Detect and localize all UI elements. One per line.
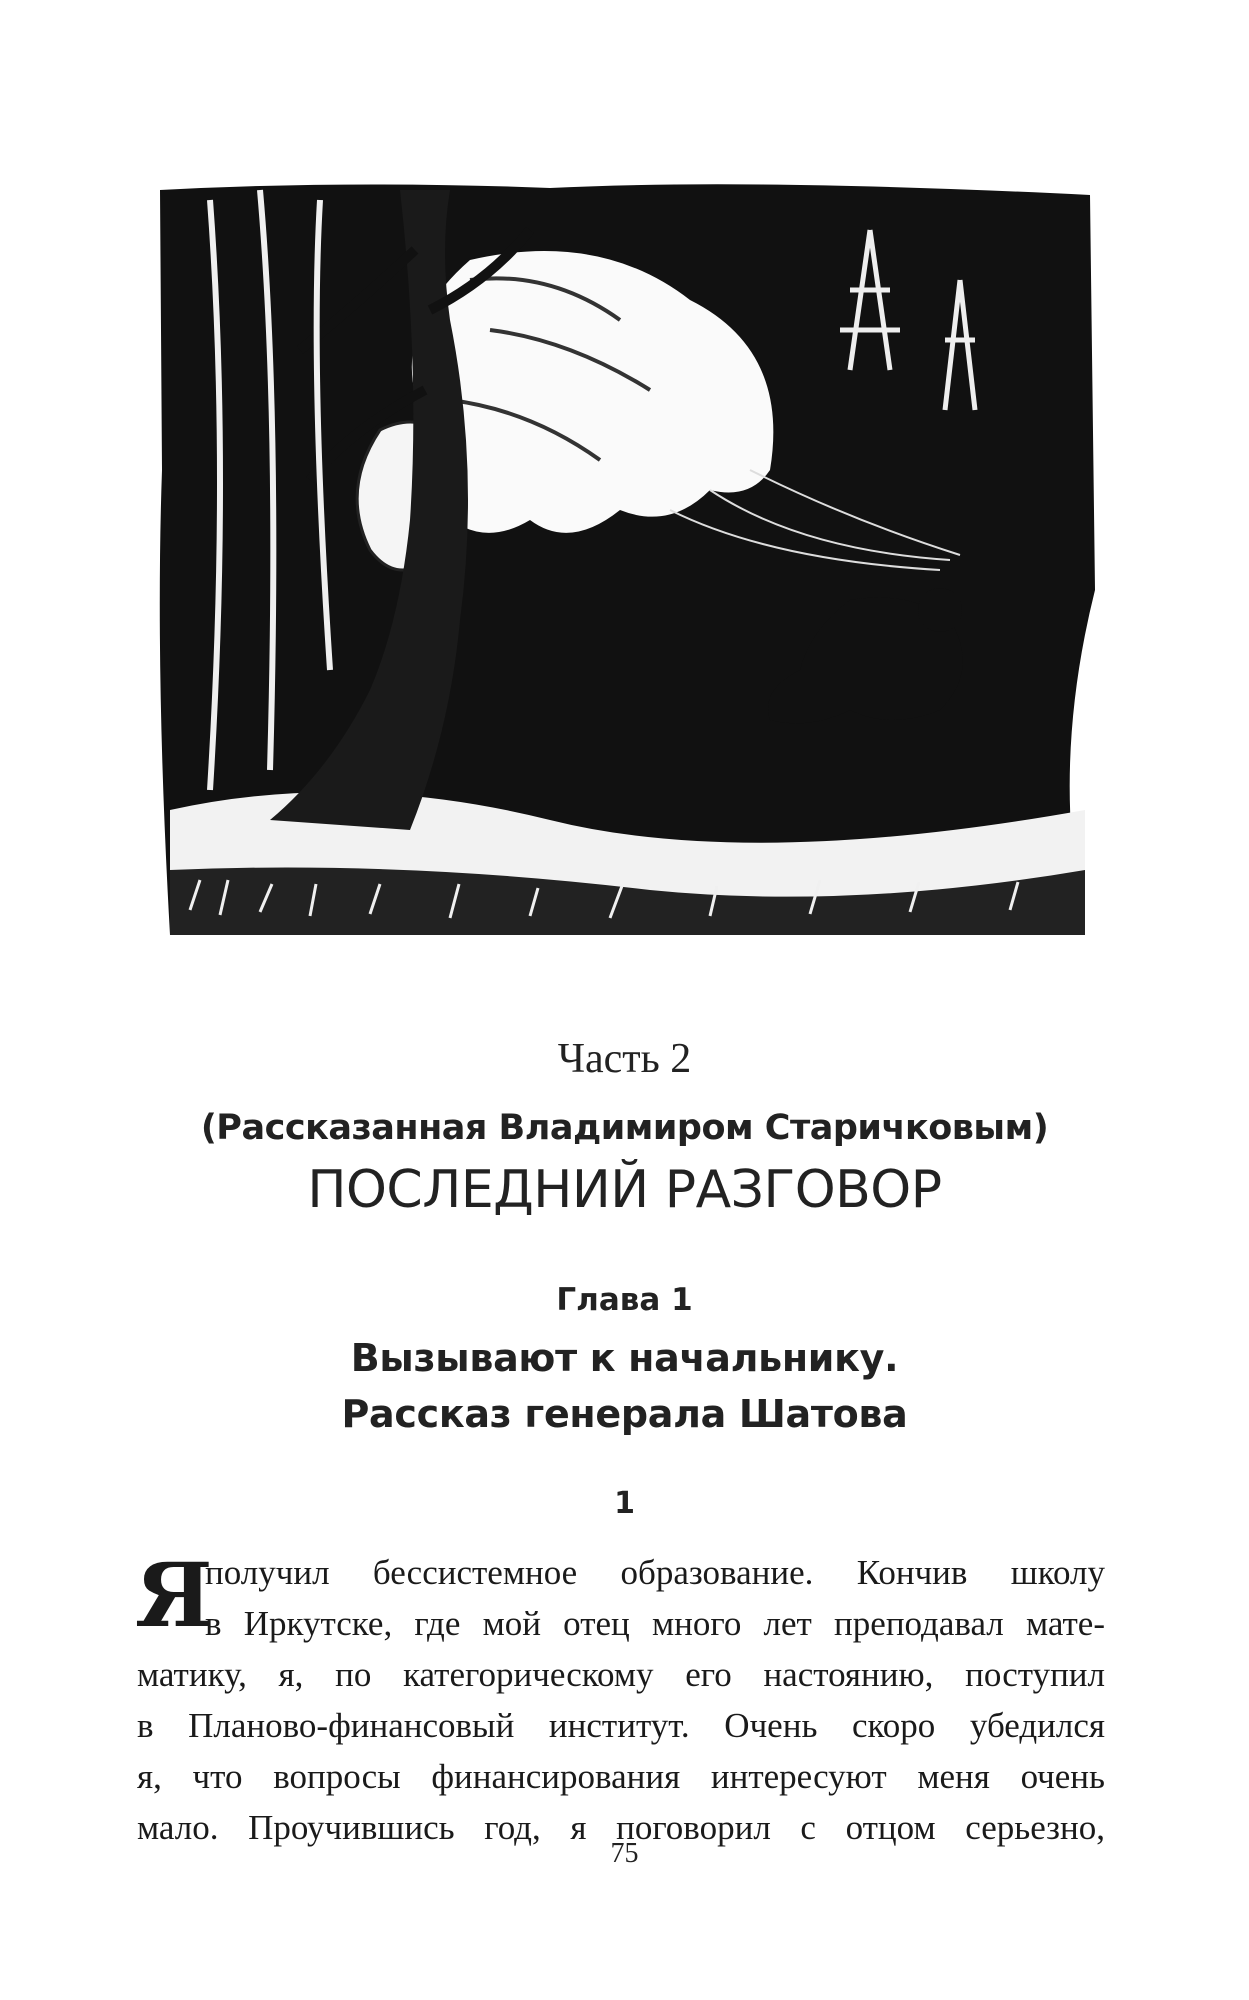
parachute-forest-drawing (150, 170, 1100, 940)
text-line: матику, я, по категорическому его настоянию, поступил (137, 1655, 1105, 1694)
narrator-subtitle: (Рассказанная Владимиром Старичковым) (200, 1108, 1049, 1148)
chapter-label: Глава 1 (556, 1282, 693, 1318)
text-line: мало. Проучившись год, я поговорил с отцом серьезно, (137, 1808, 1105, 1847)
text-line: я, что вопросы финансирования интересуют меня очень (137, 1757, 1105, 1796)
body-text (135, 1543, 1105, 1853)
section-number: 1 (614, 1486, 635, 1521)
text-line: в Иркутске, где мой отец много лет преподавал мате- (205, 1604, 1105, 1643)
drop-cap: Я (135, 1543, 213, 1647)
chapter-title-line: Рассказ генерала Шатова (341, 1392, 908, 1436)
chapter-illustration (150, 170, 1100, 940)
part-label: Часть 2 (557, 1036, 692, 1082)
page-number: 75 (610, 1838, 639, 1869)
part-title: ПОСЛЕДНИЙ РАЗГОВОР (307, 1160, 942, 1220)
chapter-title-line: Вызывают к начальнику. (350, 1336, 899, 1380)
chapter-title (0, 1330, 1249, 1442)
text-line: в Планово-финансовый институт. Очень скоро убедился (137, 1706, 1105, 1745)
text-line: получил бессистемное образование. Кончив школу (205, 1553, 1105, 1592)
